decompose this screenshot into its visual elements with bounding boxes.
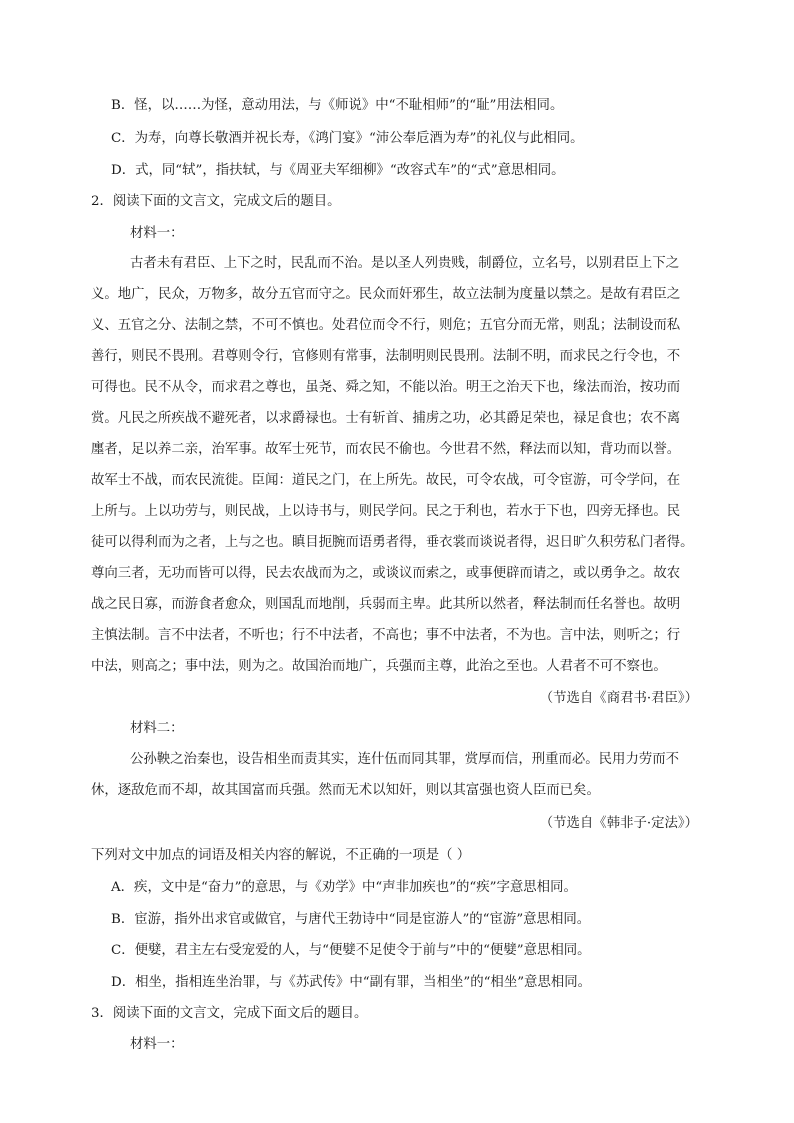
q2-material1-line: 义。地广，民众，万物多，故分五官而守之。民众而奸邪生，故立法制为度量以禁之。是故有君臣之: [91, 287, 681, 302]
q2-material1-line: 上所与。上以功劳与，则民战，上以诗书与，则民学问。民之于利也，若水于下也，四旁无择也。民: [91, 504, 681, 519]
q1-option-c: C．为寿，向尊长敬酒并祝长寿，《鸿门宴》“沛公奉卮酒为寿”的礼仪与此相同。: [111, 131, 584, 146]
q2-option-a: A．疾，文中是“奋力”的意思，与《劝学》中“声非加疾也”的“疾”字意思相同。: [111, 880, 577, 895]
q2-material1-line: 战之民日寡，而游食者愈众，则国乱而地削，兵弱而主卑。此其所以然者，释法制而任名誉也。故明: [91, 597, 681, 612]
q2-material2-source: （节选自《韩非子·定法》）: [539, 816, 698, 831]
q2-material1-line: 义、五官之分、法制之禁，不可不慎也。处君位而令不行，则危；五官分而无常，则乱；法制设而私: [91, 318, 681, 333]
q2-material1-line: 徒可以得利而为之者，上与之也。瞋目扼腕而语勇者得，垂衣裳而谈说者得，迟日旷久积劳私门者得。: [91, 535, 694, 550]
q2-material1-line: 赏。凡民之所疾战不避死者，以求爵禄也。士有斩首、捕虏之功，必其爵足荣也，禄足食也；农不离: [91, 411, 681, 426]
q2-material1-label: 材料一：: [130, 226, 184, 241]
q2-material1-line: 可得也。民不从令，而求君之尊也，虽尧、舜之知，不能以治。明王之治天下也，缘法而治，按功而: [91, 380, 681, 395]
q2-option-c: C．便嬖，君主左右受宠爱的人，与“便嬖不足使令于前与”中的“便嬖”意思相同。: [111, 943, 591, 958]
q2-material2-label: 材料二：: [130, 721, 184, 736]
q3-stem: 3．阅读下面的文言文，完成下面文后的题目。: [91, 1006, 368, 1021]
q2-material2-line: 公孙鞅之治秦也，设告相坐而责其实，连什伍而同其罪，赏厚而信，刑重而必。民用力劳而不: [130, 752, 680, 767]
q2-material1-line: 故军士不战，而农民流徙。臣闻：道民之门，在上所先。故民，可令农战，可令宦游，可令学问，在: [91, 473, 681, 488]
q2-material1-source: （节选自《商君书·君臣》）: [539, 691, 698, 706]
q2-material2-line: 休，逐敌危而不却，故其国富而兵强。然而无术以知奸，则以其富强也资人臣而已矣。: [91, 783, 600, 798]
q2-material1-line: 主慎法制。言不中法者，不听也；行不中法者，不高也；事不中法者，不为也。言中法，则听之；行: [91, 628, 681, 643]
q2-material1-line: 古者未有君臣、上下之时，民乱而不治。是以圣人列贵贱，制爵位，立名号，以别君臣上下之: [130, 256, 680, 271]
q2-option-b: B．宦游，指外出求官或做官，与唐代王勃诗中“同是宦游人”的“宦游”意思相同。: [111, 912, 591, 927]
q2-stem: 2．阅读下面的文言文，完成文后的题目。: [91, 194, 341, 209]
q2-material1-line: 中法，则高之；事中法，则为之。故国治而地广，兵强而主尊，此治之至也。人君者不可不察也。: [91, 659, 667, 674]
q3-material1-label: 材料一：: [130, 1037, 184, 1052]
q2-material1-line: 尊向三者，无功而皆可以得，民去农战而为之，或谈议而索之，或事便辟而请之，或以勇争之。故农: [91, 566, 681, 581]
q2-material1-line: 廛者，足以养二亲，治军事。故军士死节，而农民不偷也。今世君不然，释法而以知，背功而以誉。: [91, 442, 681, 457]
q2-material1-line: 善行，则民不畏刑。君尊则令行，官修则有常事，法制明则民畏刑。法制不明，而求民之行令也，不: [91, 349, 681, 364]
q1-option-d: D．式，同“轼”，指扶轼，与《周亚夫军细柳》“改容式车”的“式”意思相同。: [111, 163, 565, 178]
q1-option-b: B．怪，以……为怪，意动用法，与《师说》中“不耻相师”的“耻”用法相同。: [111, 98, 564, 113]
q2-option-d: D．相坐，指相连坐治罪，与《苏武传》中“副有罪，当相坐”的“相坐”意思相同。: [111, 975, 592, 990]
q2-question: 下列对文中加点的词语及相关内容的解说，不正确的一项是（ ）: [91, 848, 471, 863]
